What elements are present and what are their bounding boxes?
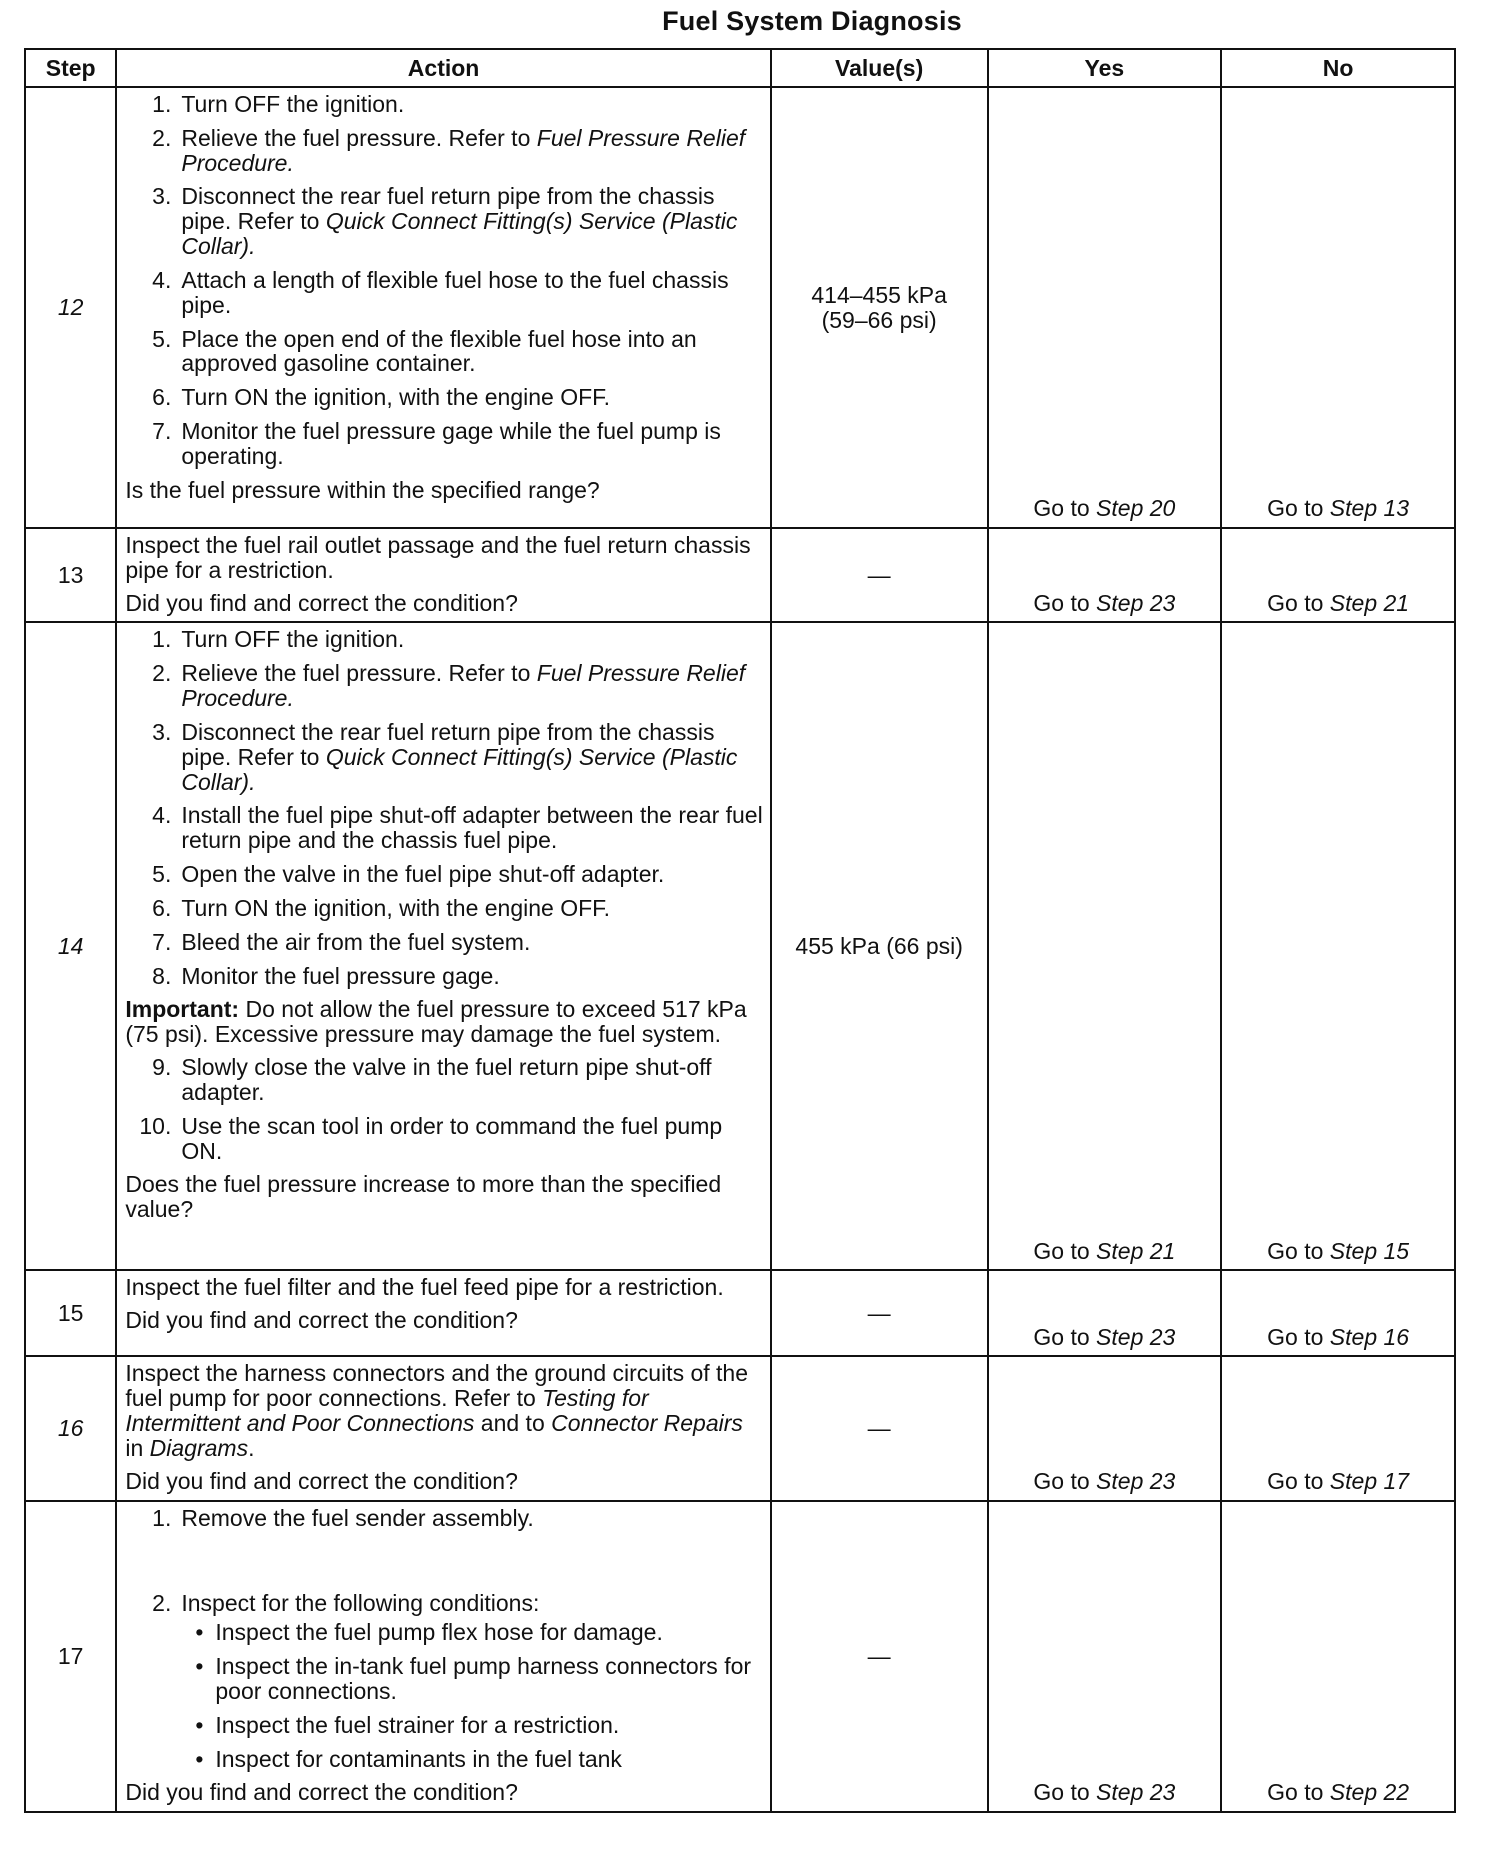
list-item: • Inspect the fuel strainer for a restriction. (125, 1713, 763, 1738)
reference-link: Fuel Pressure Relief Procedure. (181, 124, 746, 176)
value-cell (771, 87, 988, 528)
reference-link: Connector Repairs (551, 1410, 743, 1437)
no-cell: Go to Step 16 (1221, 1270, 1455, 1356)
action-step: 1. Turn OFF the ignition. (152, 626, 405, 653)
value-cell: — (771, 1501, 988, 1813)
goto-step-link: Step 17 (1329, 1467, 1410, 1494)
action-step: 2. Relieve the fuel pressure. Refer to Fuel Pressure Relief Procedure. (152, 124, 746, 176)
goto-step-link: Step 23 (1096, 1467, 1176, 1494)
table-row (25, 1356, 1455, 1500)
table-row (25, 1270, 1455, 1356)
yes-cell: Go to Step 20 (988, 87, 1222, 528)
action-cell (116, 87, 770, 528)
value-line: 414–455 kPa (811, 281, 947, 308)
no-cell: Go to Step 17 (1221, 1356, 1455, 1500)
header-no: No (1221, 49, 1455, 87)
action-steps (125, 1055, 763, 1163)
page-title: Fuel System Diagnosis (662, 6, 962, 36)
reference-link: Quick Connect Fitting(s) Service (Plastic Collar). (181, 208, 738, 260)
goto-step-link: Step 21 (1096, 1237, 1176, 1264)
header-action: Action (116, 49, 770, 87)
question: Did you find and correct the condition? (125, 589, 518, 616)
action-text: Inspect the fuel rail outlet passage and the fuel return chassis pipe for a restriction. (125, 532, 751, 583)
goto-step-link: Step 16 (1329, 1323, 1410, 1350)
value-cell: 455 kPa (66 psi) (771, 622, 988, 1270)
action-step: 3. Disconnect the rear fuel return pipe from the chassis pipe. Refer to Quick Connect Fitting(s) Service (Plastic Collar). (152, 183, 738, 260)
yes-cell: Go to Step 23 (988, 1356, 1222, 1500)
action-step: 6. Turn ON the ignition, with the engine OFF. (152, 894, 611, 921)
yes-cell: Go to Step 21 (988, 622, 1222, 1270)
goto-step-link: Step 20 (1096, 495, 1176, 522)
important-note: Important: Do not allow the fuel pressure to exceed 517 kPa (75 psi). Excessive pressure may damage the fuel system. (125, 996, 747, 1048)
goto-step-link: Step 23 (1096, 1323, 1176, 1350)
action-cell (116, 1501, 770, 1813)
table-row (25, 1501, 1455, 1813)
goto-step-link: Step 21 (1329, 589, 1410, 616)
step-number: 16 (25, 1356, 116, 1500)
reference-link: Testing for Intermittent and Poor Connections (125, 1385, 649, 1437)
yes-cell: Go to Step 23 (988, 1270, 1222, 1356)
no-cell: Go to Step 13 (1221, 87, 1455, 528)
action-steps (125, 1506, 763, 1531)
header-yes: Yes (988, 49, 1222, 87)
goto-step-link: Step 23 (1096, 1779, 1176, 1806)
reference-link: Fuel Pressure Relief Procedure. (181, 660, 746, 712)
question: Did you find and correct the condition? (125, 1307, 518, 1334)
action-step: 6. Turn ON the ignition, with the engine OFF. (152, 384, 611, 411)
diagnosis-table (24, 48, 1456, 1813)
step-number: 13 (25, 528, 116, 622)
reference-link: Quick Connect Fitting(s) Service (Plastic Collar). (181, 743, 738, 795)
action-text: Inspect the fuel filter and the fuel feed pipe for a restriction. (125, 1274, 724, 1301)
action-step: 3. Disconnect the rear fuel return pipe from the chassis pipe. Refer to Quick Connect Fitting(s) Service (Plastic Collar). (152, 718, 738, 795)
action-steps (125, 92, 763, 469)
condition-list (125, 1620, 763, 1771)
action-cell (116, 528, 770, 622)
action-cell (116, 1270, 770, 1356)
header-row (25, 49, 1455, 87)
no-cell: Go to Step 22 (1221, 1501, 1455, 1813)
list-item: • Inspect the in-tank fuel pump harness connectors for poor connections. (125, 1654, 763, 1704)
action-steps (125, 1591, 763, 1616)
table-row (25, 87, 1455, 528)
no-cell: Go to Step 15 (1221, 622, 1455, 1270)
action-step: 5. Open the valve in the fuel pipe shut-off adapter. (152, 861, 665, 888)
action-step: 5. Place the open end of the flexible fuel hose into an approved gasoline container. (152, 325, 697, 377)
table-row (25, 622, 1455, 1270)
action-step: 7. Monitor the fuel pressure gage while the fuel pump is operating. (152, 418, 721, 469)
important-label: Important: (125, 996, 240, 1023)
action-steps (125, 627, 763, 988)
step-number: 12 (25, 87, 116, 528)
goto-step-link: Step 15 (1329, 1237, 1410, 1264)
action-cell (116, 622, 770, 1270)
list-item: • Inspect the fuel pump flex hose for damage. (125, 1620, 763, 1645)
action-step: 2. Relieve the fuel pressure. Refer to Fuel Pressure Relief Procedure. (152, 660, 746, 712)
table-row (25, 528, 1455, 622)
yes-cell: Go to Step 23 (988, 528, 1222, 622)
no-cell: Go to Step 21 (1221, 528, 1455, 622)
yes-cell: Go to Step 23 (988, 1501, 1222, 1813)
goto-step-link: Step 22 (1329, 1779, 1410, 1806)
value-line: (59–66 psi) (821, 306, 937, 333)
step-number: 15 (25, 1270, 116, 1356)
action-step: 7. Bleed the air from the fuel system. (152, 928, 531, 955)
header-step: Step (25, 49, 116, 87)
header-values: Value(s) (771, 49, 988, 87)
action-cell (116, 1356, 770, 1500)
action-step: 2. Inspect for the following conditions: (152, 1590, 540, 1617)
action-step: 1. Turn OFF the ignition. (152, 91, 405, 117)
goto-step-link: Step 13 (1329, 495, 1410, 522)
question: Did you find and correct the condition? (125, 1467, 518, 1494)
question: Did you find and correct the condition? (125, 1779, 518, 1806)
step-number: 14 (25, 622, 116, 1270)
question: Is the fuel pressure within the specified range? (125, 476, 600, 503)
reference-link: Diagrams (149, 1434, 249, 1461)
action-step: 4. Attach a length of flexible fuel hose to the fuel chassis pipe. (152, 266, 729, 318)
value-cell: — (771, 1270, 988, 1356)
action-step: 4. Install the fuel pipe shut-off adapter between the rear fuel return pipe and the chassis fuel pipe. (152, 802, 763, 854)
step-number: 17 (25, 1501, 116, 1813)
action-step: 10. Use the scan tool in order to command the fuel pump ON. (139, 1112, 723, 1164)
question: Does the fuel pressure increase to more than the specified value? (125, 1171, 722, 1223)
value-cell: — (771, 1356, 988, 1500)
action-step: 9. Slowly close the valve in the fuel return pipe shut-off adapter. (152, 1054, 712, 1105)
list-item: • Inspect for contaminants in the fuel tank (125, 1747, 763, 1772)
goto-step-link: Step 23 (1096, 589, 1176, 616)
action-text: Inspect the harness connectors and the ground circuits of the fuel pump for poor connections. Refer to Testing for Intermittent and Poor Connections and to Connector Repairs in Diagrams. (125, 1360, 749, 1461)
action-step: 1. Remove the fuel sender assembly. (152, 1504, 534, 1531)
action-step: 8. Monitor the fuel pressure gage. (152, 962, 500, 989)
value-cell: — (771, 528, 988, 622)
